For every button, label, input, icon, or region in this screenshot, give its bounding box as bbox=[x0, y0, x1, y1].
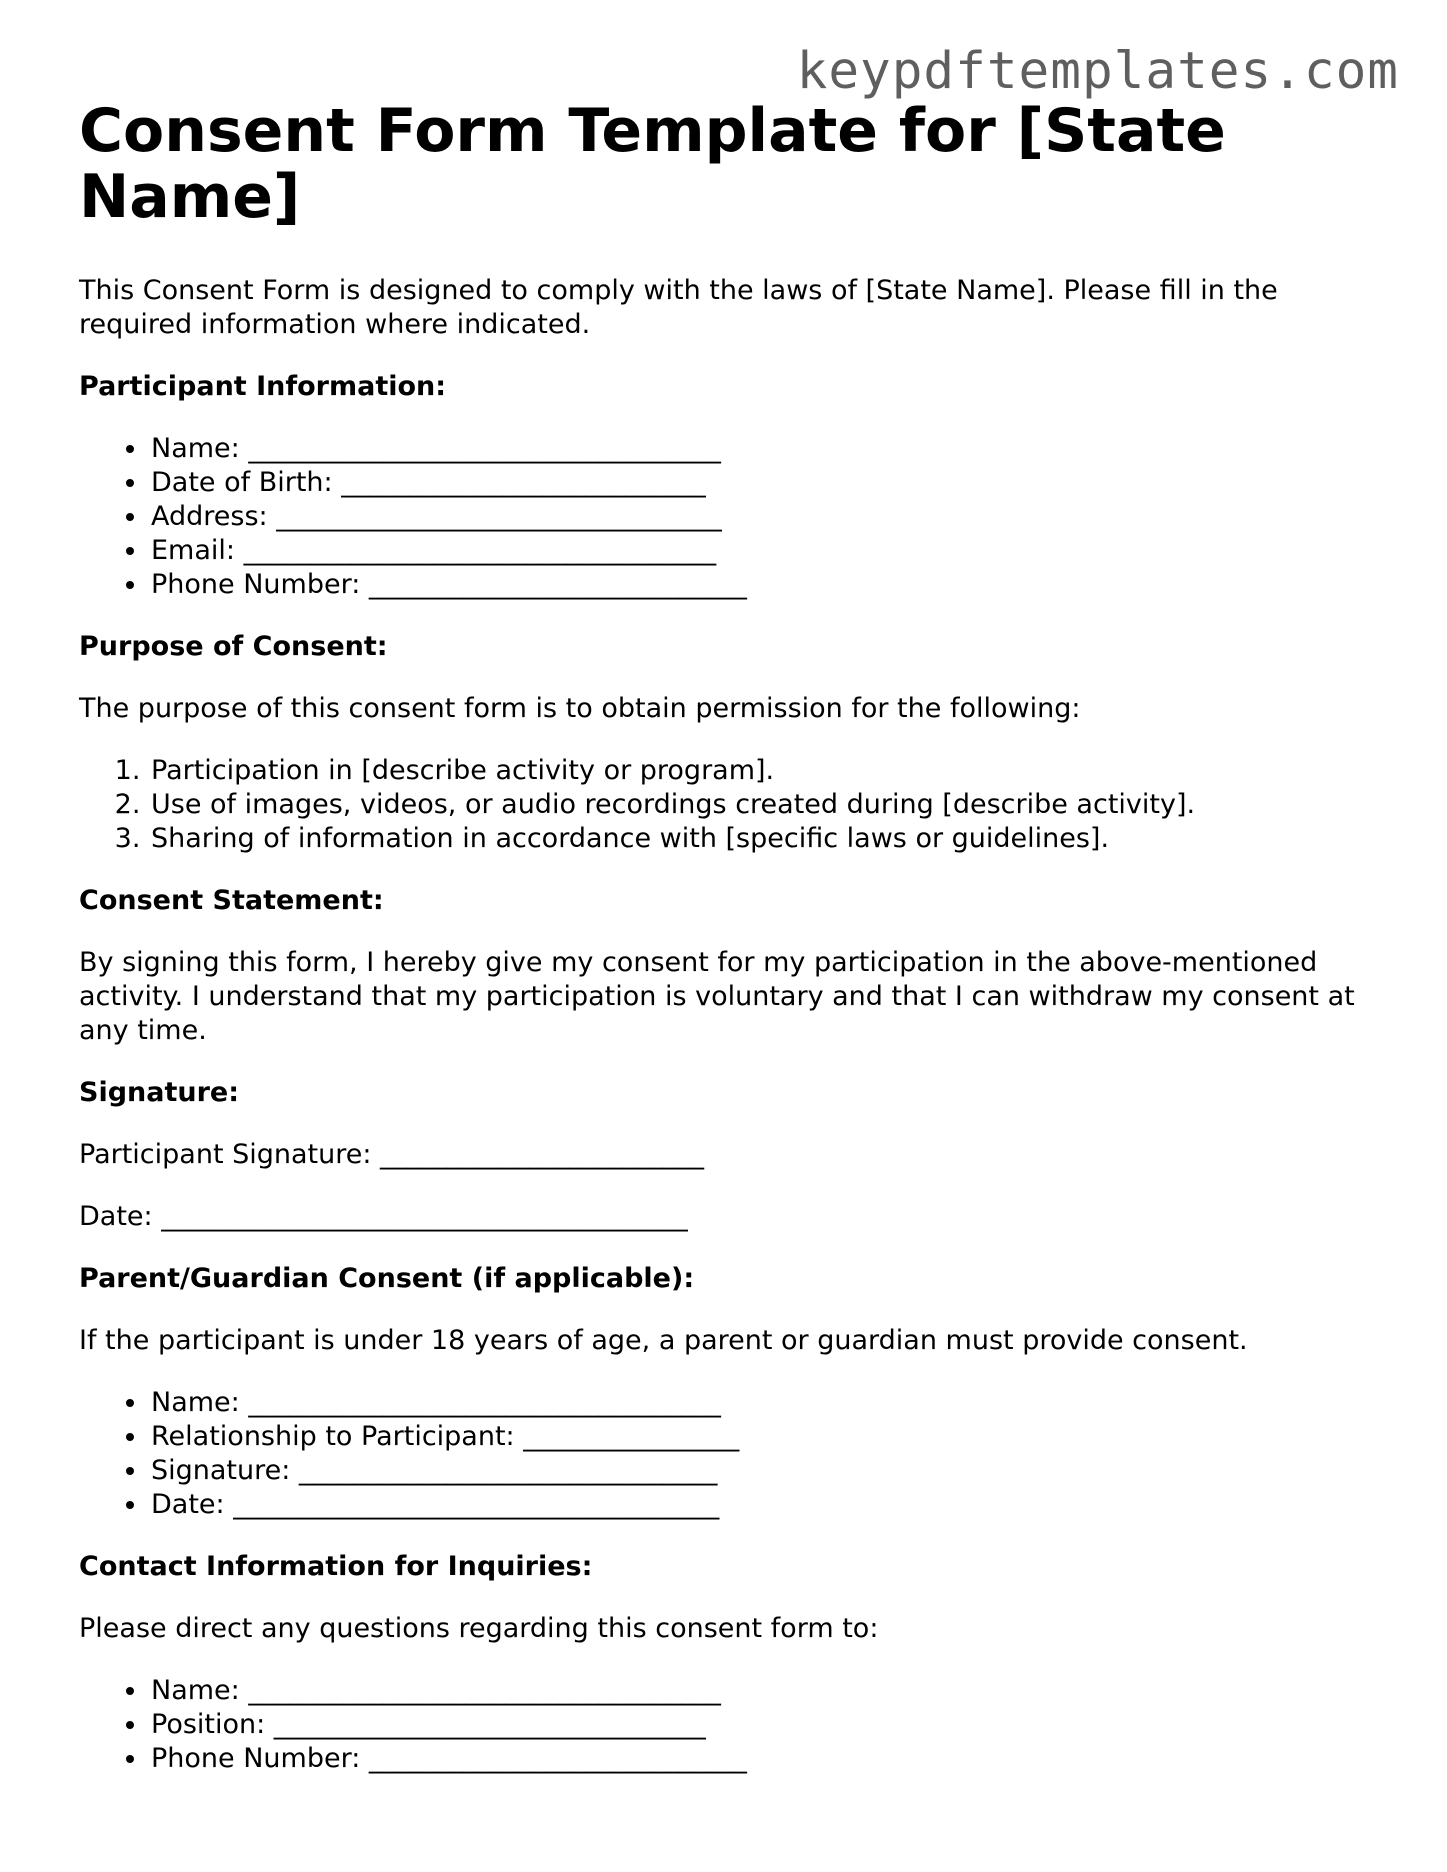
participant-heading: Participant Information: bbox=[79, 371, 447, 402]
contact-position-field[interactable]: • Position: ________________________________ bbox=[149, 1708, 1369, 1742]
guardian-name-field[interactable]: • Name: ___________________________________ bbox=[149, 1386, 1369, 1420]
participant-name-field[interactable]: • Name: ___________________________________ bbox=[149, 432, 1369, 466]
guardian-text: If the participant is under 18 years of age, a parent or guardian must provide consent. bbox=[79, 1325, 1248, 1356]
statement-text: By signing this form, I hereby give my consent for my participation in the above-mentioned activity. I understand that my participation is voluntary and that I can withdraw my consent at any time. bbox=[79, 947, 1355, 1046]
participant-phone-field[interactable]: • Phone Number: ____________________________ bbox=[149, 568, 1369, 602]
guardian-signature-field[interactable]: • Signature: _______________________________ bbox=[149, 1454, 1369, 1488]
contact-heading: Contact Information for Inquiries: bbox=[79, 1551, 593, 1582]
signature-date-field[interactable]: Date: _______________________________________ bbox=[79, 1201, 688, 1232]
participant-email-field[interactable]: • Email: ___________________________________ bbox=[149, 534, 1369, 568]
watermark: keypdftemplates.com bbox=[796, 42, 1399, 101]
document-body bbox=[79, 274, 1369, 1804]
contact-fields bbox=[79, 1674, 1369, 1776]
participant-fields bbox=[79, 432, 1369, 602]
purpose-list bbox=[79, 754, 1369, 856]
purpose-text: The purpose of this consent form is to obtain permission for the following: bbox=[79, 693, 1081, 724]
purpose-item: 3. Sharing of information in accordance with [specific laws or guidelines]. bbox=[149, 822, 1369, 856]
purpose-item: 2. Use of images, videos, or audio recordings created during [describe activity]. bbox=[149, 788, 1369, 822]
guardian-date-field[interactable]: • Date: ____________________________________ bbox=[149, 1488, 1369, 1522]
guardian-heading: Parent/Guardian Consent (if applicable): bbox=[79, 1263, 695, 1294]
guardian-relationship-field[interactable]: • Relationship to Participant: ________________ bbox=[149, 1420, 1369, 1454]
statement-heading: Consent Statement: bbox=[79, 885, 384, 916]
signature-heading: Signature: bbox=[79, 1077, 240, 1108]
purpose-item: 1. Participation in [describe activity or program]. bbox=[149, 754, 1369, 788]
contact-name-field[interactable]: • Name: ___________________________________ bbox=[149, 1674, 1369, 1708]
intro-text: This Consent Form is designed to comply with the laws of [State Name]. Please fill in the required information where indicated. bbox=[79, 275, 1278, 340]
contact-text: Please direct any questions regarding this consent form to: bbox=[79, 1613, 879, 1644]
participant-signature-field[interactable]: Participant Signature: ________________________ bbox=[79, 1139, 705, 1170]
page-title: Consent Form Template for [State Name] bbox=[79, 96, 1226, 232]
participant-dob-field[interactable]: • Date of Birth: ___________________________ bbox=[149, 466, 1369, 500]
participant-address-field[interactable]: • Address: _________________________________ bbox=[149, 500, 1369, 534]
contact-phone-field[interactable]: • Phone Number: ____________________________ bbox=[149, 1742, 1369, 1776]
guardian-fields bbox=[79, 1386, 1369, 1522]
purpose-heading: Purpose of Consent: bbox=[79, 631, 388, 662]
